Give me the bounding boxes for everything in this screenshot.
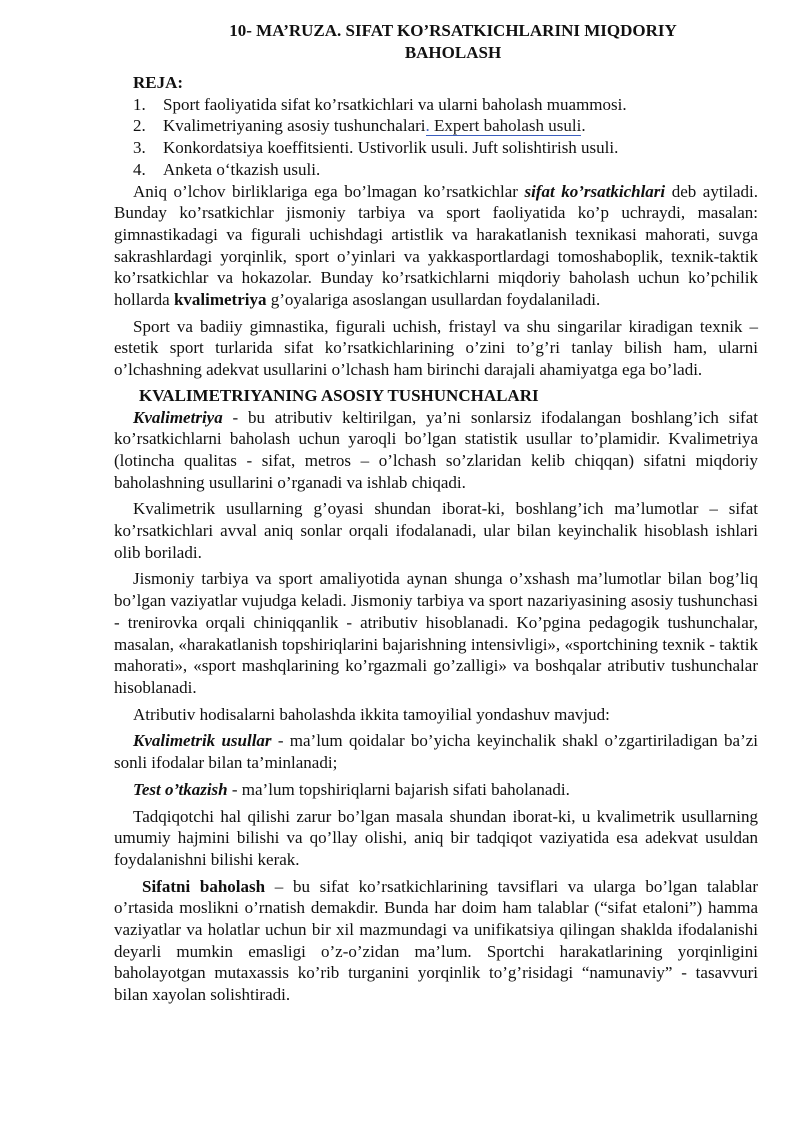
plan-item [133,115,758,137]
paragraph-text: – bu sifat ko’rsatkichlarining tavsiflari va ularga bo’lgan talablar o’rtasida moslikni o’rnatish demakdir. Bunda har doim ham talablar (“sifat etaloni”) hamma vaziyatlar va holatlar uchun bir xil mazmundagi va unifikatsiya qilingan shaklda ifodalanishi deyarli mumkin emasligi o’z-o’zidan ma’lum. Sportchi harakatlarining yorqinligini baholayotgan mutaxassis ko’rib turganini yorqinlik to’g’risidagi “namunaviy” - tasavvuri bilan xayolan solishtiradi. [114,876,758,1005]
plan-list [114,94,758,181]
paragraph-quality-assessment [114,876,758,1006]
paragraph-text: g’oyalariga asoslangan usullardan foydalaniladi. [266,290,601,310]
term-kvalimetriya-definition: Kvalimetriya [133,407,223,427]
lecture-title [114,20,758,64]
plan-heading: REJA: [133,73,184,92]
plan-item-text: Kvalimetriyaning asosiy tushunchalari [163,116,426,136]
term-kvalimetric-methods: Kvalimetrik usullar [133,731,272,751]
plan-item-text: Anketa o‘tkazish usuli. [163,159,321,179]
paragraph-physical-education: Jismoniy tarbiya va sport amaliyotida aynan shunga o’xshash ma’lumotlar bilan bog’liq bo’lgan vaziyatlar vujudga keladi. Jismoniy tarbiya va sport nazariyasining asosiy tushunchasi - trenirovka orqali chiniqqanlik - atributiv hisoblanadi. Ko’pgina pedagogik tushunchalar, masalan, «harakatlanish topshiriqlarini bajarishning intensivligi», «sportchining texnik - taktik mahorati», «sport mashqlarining ko’rgazmali go’zalligi» va boshqalar atributiv tushunchalar hisoblanadi. [114,569,758,697]
plan-item-text: Konkordatsiya koeffitsienti. Ustivorlik usuli. Juft solishtirish usuli. [163,138,619,158]
lecture-title-line-2: BAHOLASH [404,43,502,62]
paragraph-testing [114,779,758,801]
plan-item-link-text: Expert baholash usuli [429,116,582,136]
paragraph-text: - bu atributiv keltirilgan, ya’ni sonlarsiz ifodalangan boshlang’ich sifat ko’rsatkichlarni baholash uchun yaroqli bo’lgan statistik usullar to’plamidir. Kvalimetriya (lotincha qualitas - sifat, metros – o’lchash so’zlaridan kelib chiqqan) sifatni miqdoriy baholashning usullarini o’rganadi va ishlab chiqadi. [114,407,758,492]
paragraph-aesthetic-sports: Sport va badiiy gimnastika, figurali uchish, fristayl va shu singarilar kiradigan texnik – estetik sport turlarida sifat ko’rsatkichlarining o’zini to’g’ri tanlay bilish ham, ularni o’lchashning adekvat usullarini o’lchash ham birinchi darajali ahamiyatga ega bo’ladi. [114,316,758,380]
plan-item-text-wrap [163,115,586,137]
plan-item-number: 2. [133,116,146,136]
paragraph-text: deb aytiladi. Bunday ko’rsatkichlar jismoniy tarbiya va sport faoliyatida ko’p uchraydi, masalan: gimnastikadagi va figurali uchishdagi artistlik va harakatlanish texnikasi mahorati, suvga sakrashlardagi yorqinlik, sport o’yinlari va yakkasportlardagi tomoshaboplik, texnik-taktik ko’rsatkichlar va hokazolar. Bunday ko’rsatkichlarni miqdoriy baholash uchun ko’pchilik hollarda [114,181,759,310]
paragraph-text: - ma’lum qoidalar bo’yicha keyinchalik shakl o’zgartiriladigan ba’zi sonli ifodalar bilan ta’minlanadi; [114,731,759,773]
term-testing: Test o’tkazish [133,779,228,799]
paragraph-researcher-task: Tadqiqotchi hal qilishi zarur bo’lgan masala shundan iborat-ki, u kvalimetrik usullarning umumiy hajmini bilishi va qo’llay olishi, aniq bir tadqiqot vaziyatida esa adekvat usuldan foydalanishni bilishi kerak. [114,806,758,869]
paragraph-quality-indicators [114,181,758,311]
plan-item [133,159,758,181]
plan-item-after: . [581,116,586,136]
plan-item-number: 1. [133,94,146,114]
plan-item-link-dot: . [425,116,430,136]
term-quality-indicators: sifat ko’rsatkichlari [524,181,666,201]
paragraph-attributive-approaches: Atributiv hodisalarni baholashda ikkita tamoyilial yondashuv mavjud: [133,704,610,724]
term-quality-assessment: Sifatni baholash [142,876,266,896]
plan-item-link[interactable] [426,116,582,136]
plan-item [133,137,758,159]
paragraph-kvalimetric-methods [114,730,758,773]
plan-item [133,94,758,116]
plan-item-number: 4. [133,159,146,179]
paragraph-text: Aniq o’lchov birliklariga ega bo’lmagan ko’rsatkichlar [133,181,525,201]
term-kvalimetriya: kvalimetriya [173,290,267,310]
section-heading: KVALIMETRIYANING ASOSIY TUSHUNCHALARI [139,385,539,405]
paragraph-kvalimetric-idea: Kvalimetrik usullarning g’oyasi shundan iborat-ki, boshlang’ich ma’lumotlar – sifat ko’rsatkichlari avval aniq sonlar orqali ifodalanadi, ular bilan keyinchalik hisoblash ishlari olib boriladi. [114,499,758,562]
plan-item-text: Sport faoliyatida sifat ko’rsatkichlari va ularni baholash muammosi. [163,94,627,114]
paragraph-text: - ma’lum topshiriqlarni bajarish sifati baholanadi. [227,779,570,799]
paragraph-kvalimetriya-definition [114,407,758,494]
lecture-title-line-1: 10- MA’RUZA. SIFAT KO’RSATKICHLARINI MIQDORIY [229,21,677,40]
plan-item-number: 3. [133,138,146,158]
